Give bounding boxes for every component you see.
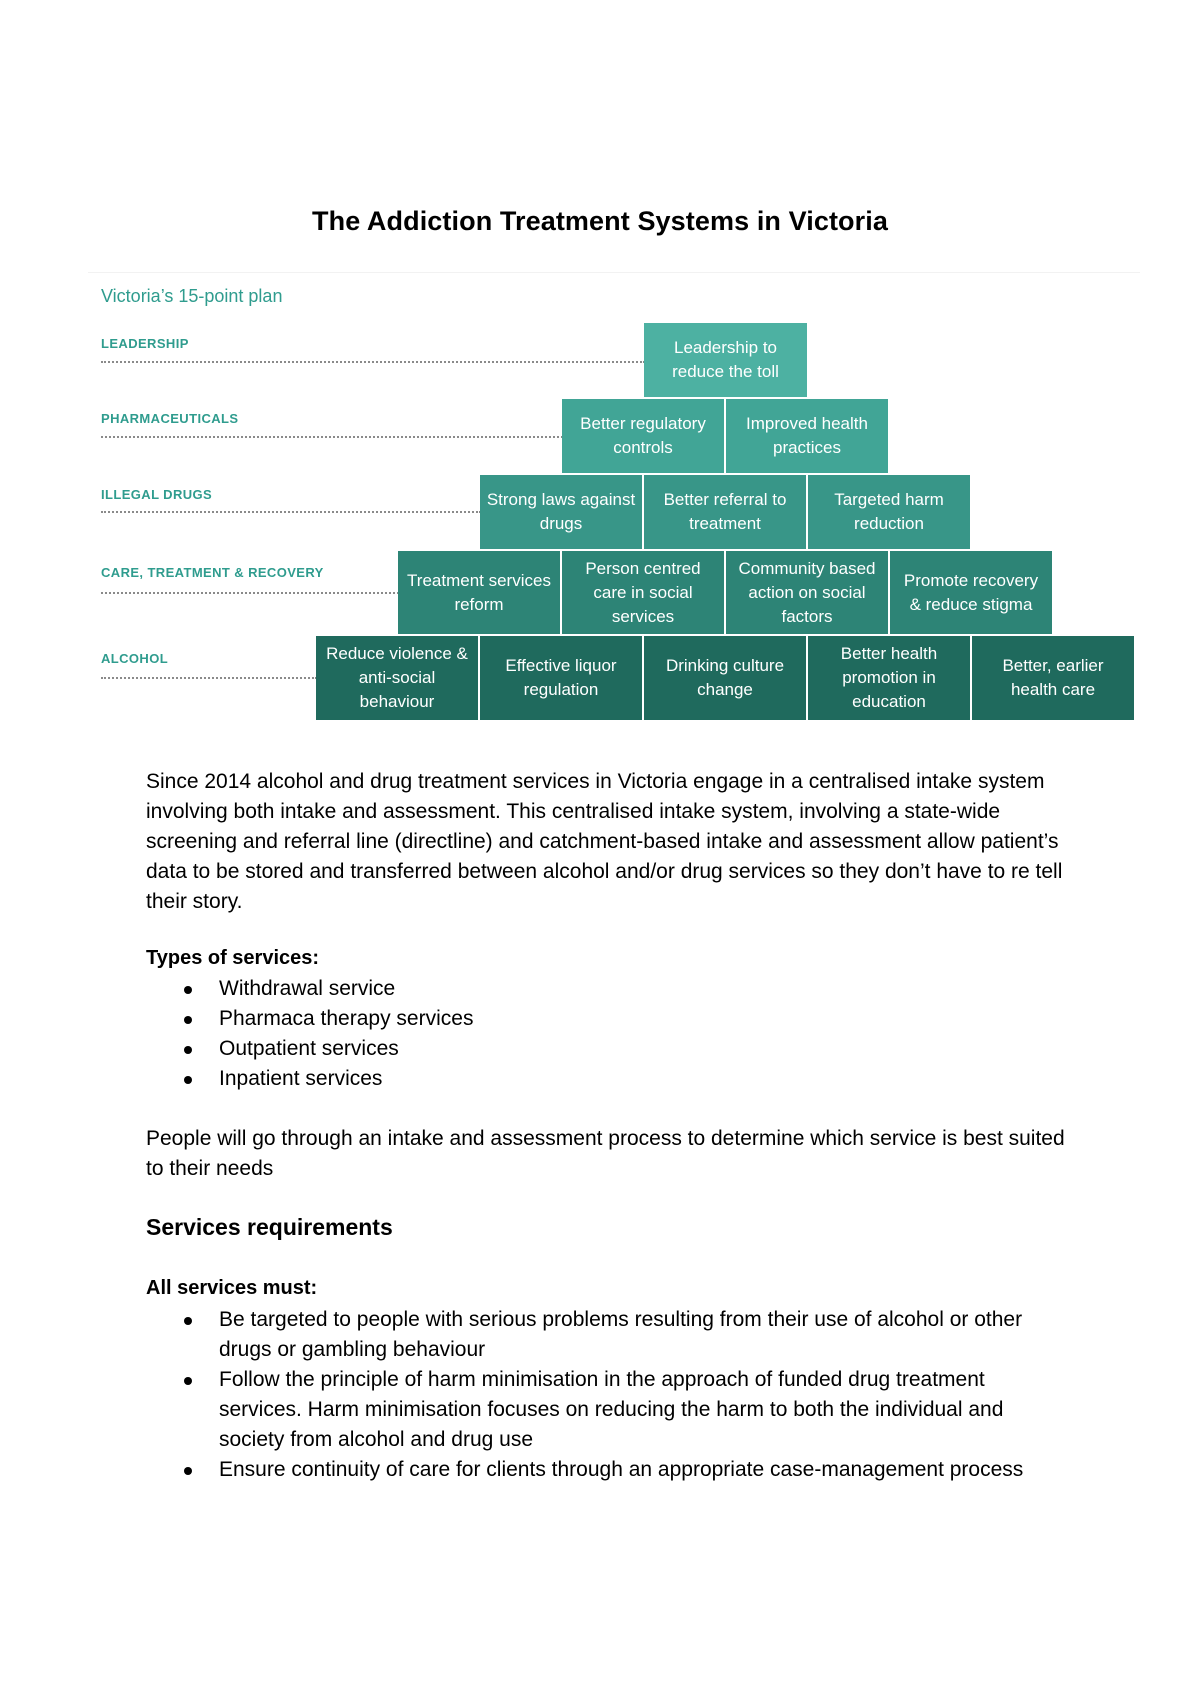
process-paragraph: People will go through an intake and assessment process to determine which service is best suited to their needs — [146, 1127, 1065, 1180]
page-title: The Addiction Treatment Systems in Victoria — [312, 206, 888, 236]
tier-leader-line — [101, 592, 399, 594]
plan-box-illegal-drugs: Better referral to treatment — [644, 475, 808, 551]
plan-box-alcohol: Effective liquor regulation — [480, 636, 644, 722]
list-item: Follow the principle of harm minimisation in the approach of funded drug treatment services. Harm minimisation focuses on reducing the harm to both the individual and society from alcohol and drug use — [146, 1365, 1066, 1455]
requirements-heading: Services requirements — [146, 1214, 393, 1240]
tier-label-leadership: LEADERSHIP — [101, 336, 189, 351]
types-list — [146, 974, 1066, 1094]
tier-leader-line — [101, 511, 481, 513]
plan-box-illegal-drugs: Strong laws against drugs — [480, 475, 644, 551]
intro-paragraph: Since 2014 alcohol and drug treatment services in Victoria engage in a centralised intake system involving both intake and assessment. This centralised intake system, involving a state-wide screening and referral line (directline) and catchment-based intake and assessment allow patient’s data to be stored and transferred between alcohol and/or drug services so they don’t have to re tell their story. — [146, 770, 1063, 913]
list-item: Be targeted to people with serious problems resulting from their use of alcohol or other drugs or gambling behaviour — [146, 1305, 1066, 1365]
list-item: Withdrawal service — [146, 974, 1066, 1004]
plan-box-illegal-drugs: Targeted harm reduction — [808, 475, 972, 551]
list-item: Outpatient services — [146, 1034, 1066, 1064]
tier-leader-line — [101, 436, 563, 438]
plan-box-care-treatment: Community based action on social factors — [726, 551, 890, 636]
plan-box-alcohol: Better health promotion in education — [808, 636, 972, 722]
requirements-subheading: All services must: — [146, 1277, 318, 1299]
list-item: Inpatient services — [146, 1064, 1066, 1094]
plan-box-care-treatment: Promote recovery & reduce stigma — [890, 551, 1054, 636]
list-item: Ensure continuity of care for clients through an appropriate case-management process — [146, 1455, 1066, 1485]
plan-box-pharmaceuticals: Improved health practices — [726, 399, 890, 475]
tier-label-alcohol: ALCOHOL — [101, 651, 169, 666]
plan-box-care-treatment: Treatment services reform — [398, 551, 562, 636]
plan-box-alcohol: Reduce violence & anti-social behaviour — [316, 636, 480, 722]
plan-box-leadership: Leadership to reduce the toll — [644, 323, 809, 399]
plan-box-alcohol: Drinking culture change — [644, 636, 808, 722]
plan-box-care-treatment: Person centred care in social services — [562, 551, 726, 636]
types-heading: Types of services: — [146, 947, 320, 969]
requirements-list — [146, 1305, 1066, 1485]
list-item: Pharmaca therapy services — [146, 1004, 1066, 1034]
tier-leader-line — [101, 361, 645, 363]
plan-box-pharmaceuticals: Better regulatory controls — [562, 399, 726, 475]
tier-label-care-treatment-recovery: CARE, TREATMENT & RECOVERY — [101, 565, 324, 580]
tier-label-illegal-drugs: ILLEGAL DRUGS — [101, 487, 213, 502]
figure-title: Victoria’s 15-point plan — [101, 286, 283, 306]
tier-leader-line — [101, 677, 317, 679]
tier-label-pharmaceuticals: PHARMACEUTICALS — [101, 411, 239, 426]
plan-box-alcohol: Better, earlier health care — [972, 636, 1136, 722]
